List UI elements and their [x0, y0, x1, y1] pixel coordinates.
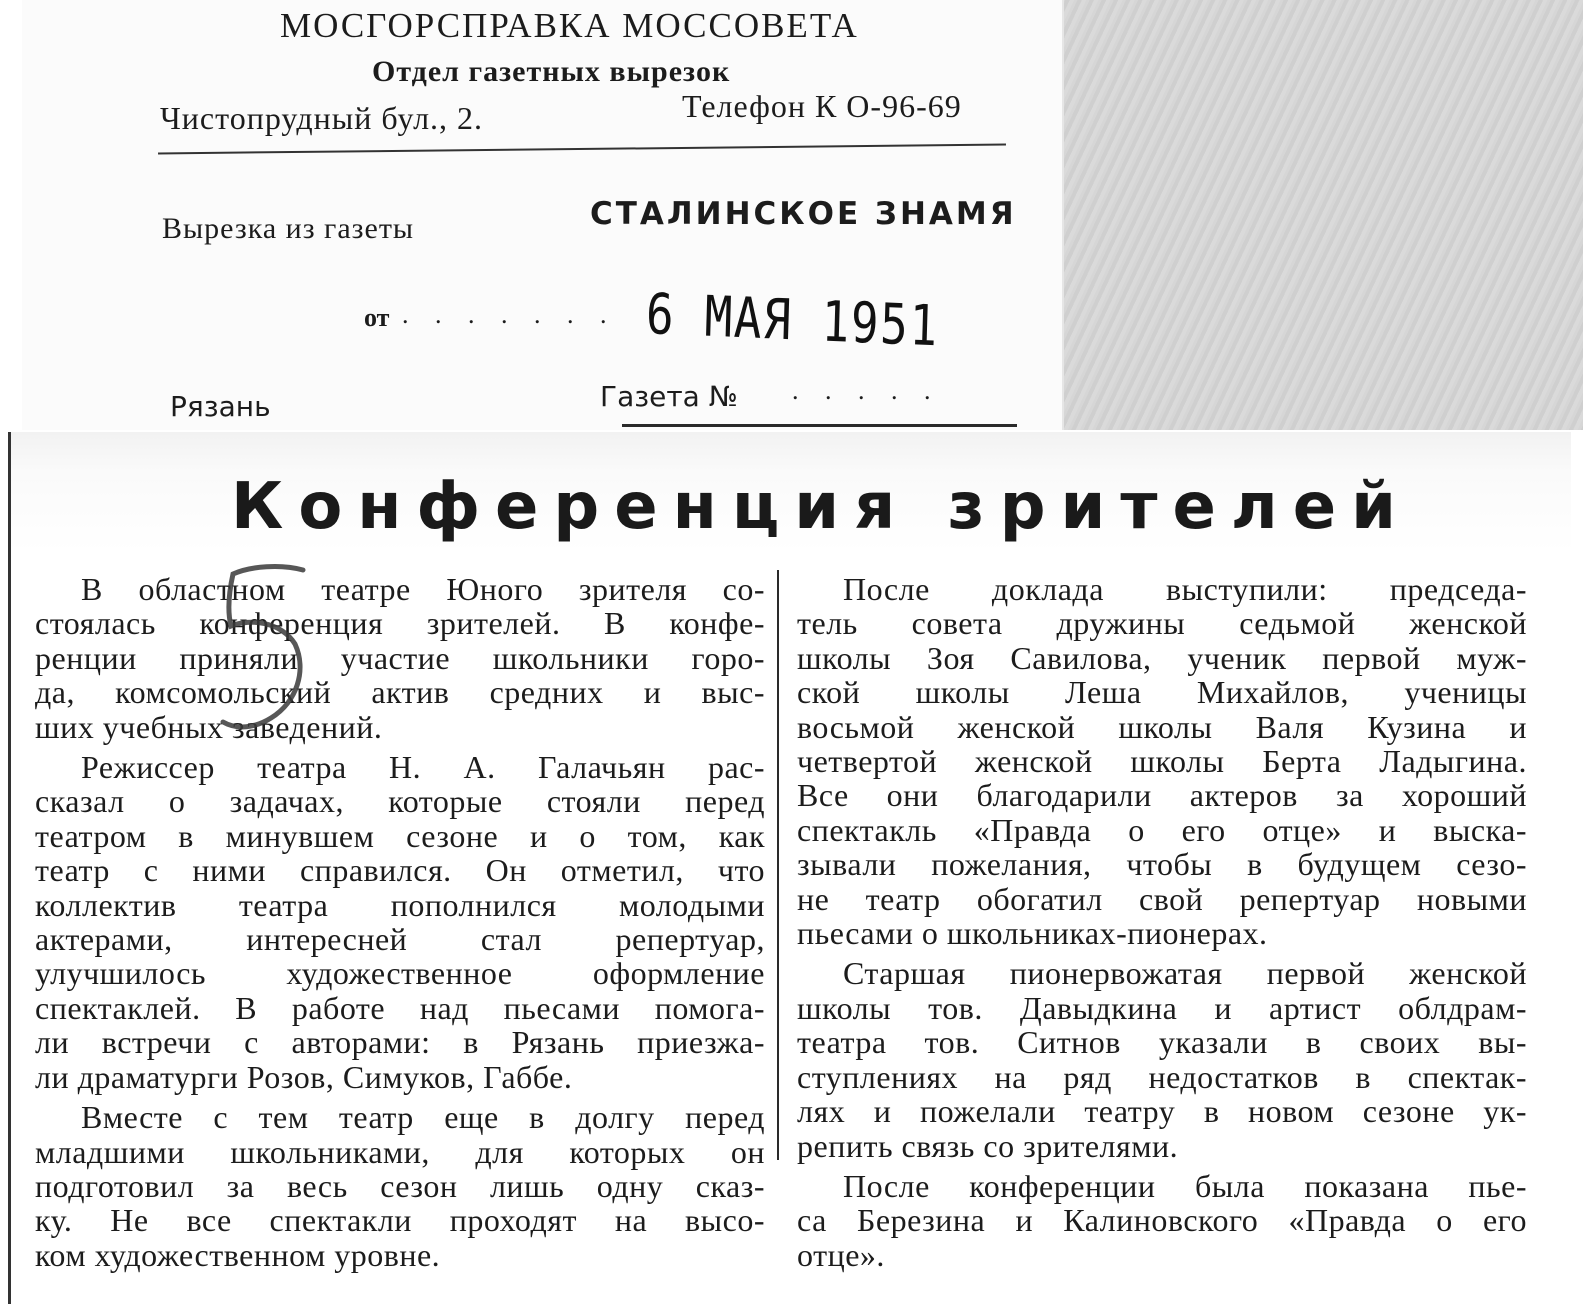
article-line: актерами, интересней стал репертуар, [35, 921, 765, 958]
article-line: После конференции была показана пье- [843, 1167, 1527, 1204]
article-line: школы Зоя Савилова, ученик первой муж- [797, 639, 1527, 676]
article-line: ли драматурги Розов, Симуков, Габбе. [35, 1058, 573, 1095]
article-line: Все они благодарили актеров за хороший [797, 777, 1527, 814]
article-line: Старшая пионервожатая первой женской [843, 955, 1527, 992]
phone: Телефон К О-96-69 [682, 88, 962, 124]
article-column-right [797, 572, 1527, 1272]
article-line: подготовил за весь сезон лишь одну сказ- [35, 1167, 765, 1204]
article-line: репить связь со зрителями. [797, 1127, 1179, 1164]
article-line: да, комсомольский актив средних и выс- [35, 674, 765, 711]
article-line: стоялась конференция зрителей. В конфе- [35, 605, 765, 642]
article-clipping [8, 432, 1571, 1304]
article-line: улучшилось художественное оформление [35, 955, 765, 992]
org-name: МОСГОРСПРАВКА МОССОВЕТА [280, 6, 859, 45]
article-line: четвертой женской школы Берта Ладыгина. [797, 743, 1527, 780]
headline: Конференция зрителей [231, 470, 1411, 544]
date-leader-dots: . . . . . . . [402, 300, 617, 329]
article-line: ской школы Леша Михайлов, ученицы [797, 674, 1527, 711]
column-divider [777, 570, 779, 1160]
scan-background [1062, 0, 1583, 430]
article-line: пьесами о школьниках-пионерах. [797, 915, 1268, 952]
source-label: Вырезка из газеты [162, 212, 415, 245]
article-line: После доклада выступили: председа- [843, 571, 1527, 607]
date-label: от [364, 303, 390, 332]
article-line: В областном театре Юного зрителя со- [81, 571, 765, 607]
article-line: отце». [797, 1236, 885, 1273]
article-paragraph [35, 1100, 765, 1272]
article-line: тель совета дружины седьмой женской [797, 605, 1527, 642]
article-line: ли встречи с авторами: в Рязань приезжа- [35, 1024, 765, 1061]
issue-label: Газета № [600, 380, 738, 413]
article-paragraph [35, 572, 765, 744]
pencil-mark-icon [211, 552, 321, 752]
date-stamp: 6 МАЯ 1951 [645, 282, 940, 360]
article-line: сказал о задачах, которые стояли перед [35, 783, 765, 820]
issue-leader-dots: . . . . . [792, 376, 941, 405]
card-bottom-rule [622, 424, 1017, 427]
address: Чистопрудный бул., 2. [160, 100, 484, 136]
article-line: ку. Не все спектакли проходят на высо- [35, 1202, 765, 1239]
article-line: театр с ними справился. Он отметил, что [35, 852, 765, 889]
article-line: коллектив театра пополнился молодыми [35, 886, 765, 923]
article-line: спектаклей. В работе над пьесами помога- [35, 989, 765, 1026]
article-line: спектакль «Правда о его отце» и выска- [797, 811, 1527, 848]
article-column-left [35, 572, 765, 1272]
article-line: ренции приняли участие школьники горо- [35, 639, 765, 676]
article-line: Режиссер театра Н. А. Галачьян рас- [81, 749, 765, 786]
article-line: зывали пожелания, чтобы в будущем сезо- [797, 846, 1527, 883]
article-line: театра тов. Ситнов указали в своих вы- [797, 1024, 1527, 1061]
clipping-label-card [22, 0, 1064, 430]
department-name: Отдел газетных вырезок [372, 55, 731, 88]
article-paragraph [797, 956, 1527, 1162]
article-line: не театр обогатил свой репертуар новыми [797, 880, 1527, 917]
article-line: восьмой женской школы Валя Кузина и [797, 708, 1527, 745]
article-line: лях и пожелали театру в новом сезоне ук- [797, 1093, 1527, 1130]
header-divider [158, 144, 1006, 155]
article-line: ком художественном уровне. [35, 1236, 441, 1273]
article-line: младшими школьниками, для которых он [35, 1133, 765, 1170]
article-line: театром в минувшем сезоне и о том, как [35, 817, 765, 854]
article-line: Вместе с тем театр еще в долгу перед [81, 1099, 765, 1136]
article-line: са Березина и Калиновского «Правда о его [797, 1202, 1527, 1239]
article-paragraph [797, 1169, 1527, 1272]
city: Рязань [170, 390, 271, 423]
article-line: ступлениях на ряд недостатков в спектак- [797, 1058, 1527, 1095]
article-paragraph [35, 750, 765, 1094]
article-line: ших учебных заведений. [35, 708, 383, 745]
article-paragraph [797, 572, 1527, 950]
article-line: школы тов. Давыдкина и артист облдрам- [797, 989, 1527, 1026]
newspaper-name: СТАЛИНСКОЕ ЗНАМЯ [590, 196, 1017, 232]
